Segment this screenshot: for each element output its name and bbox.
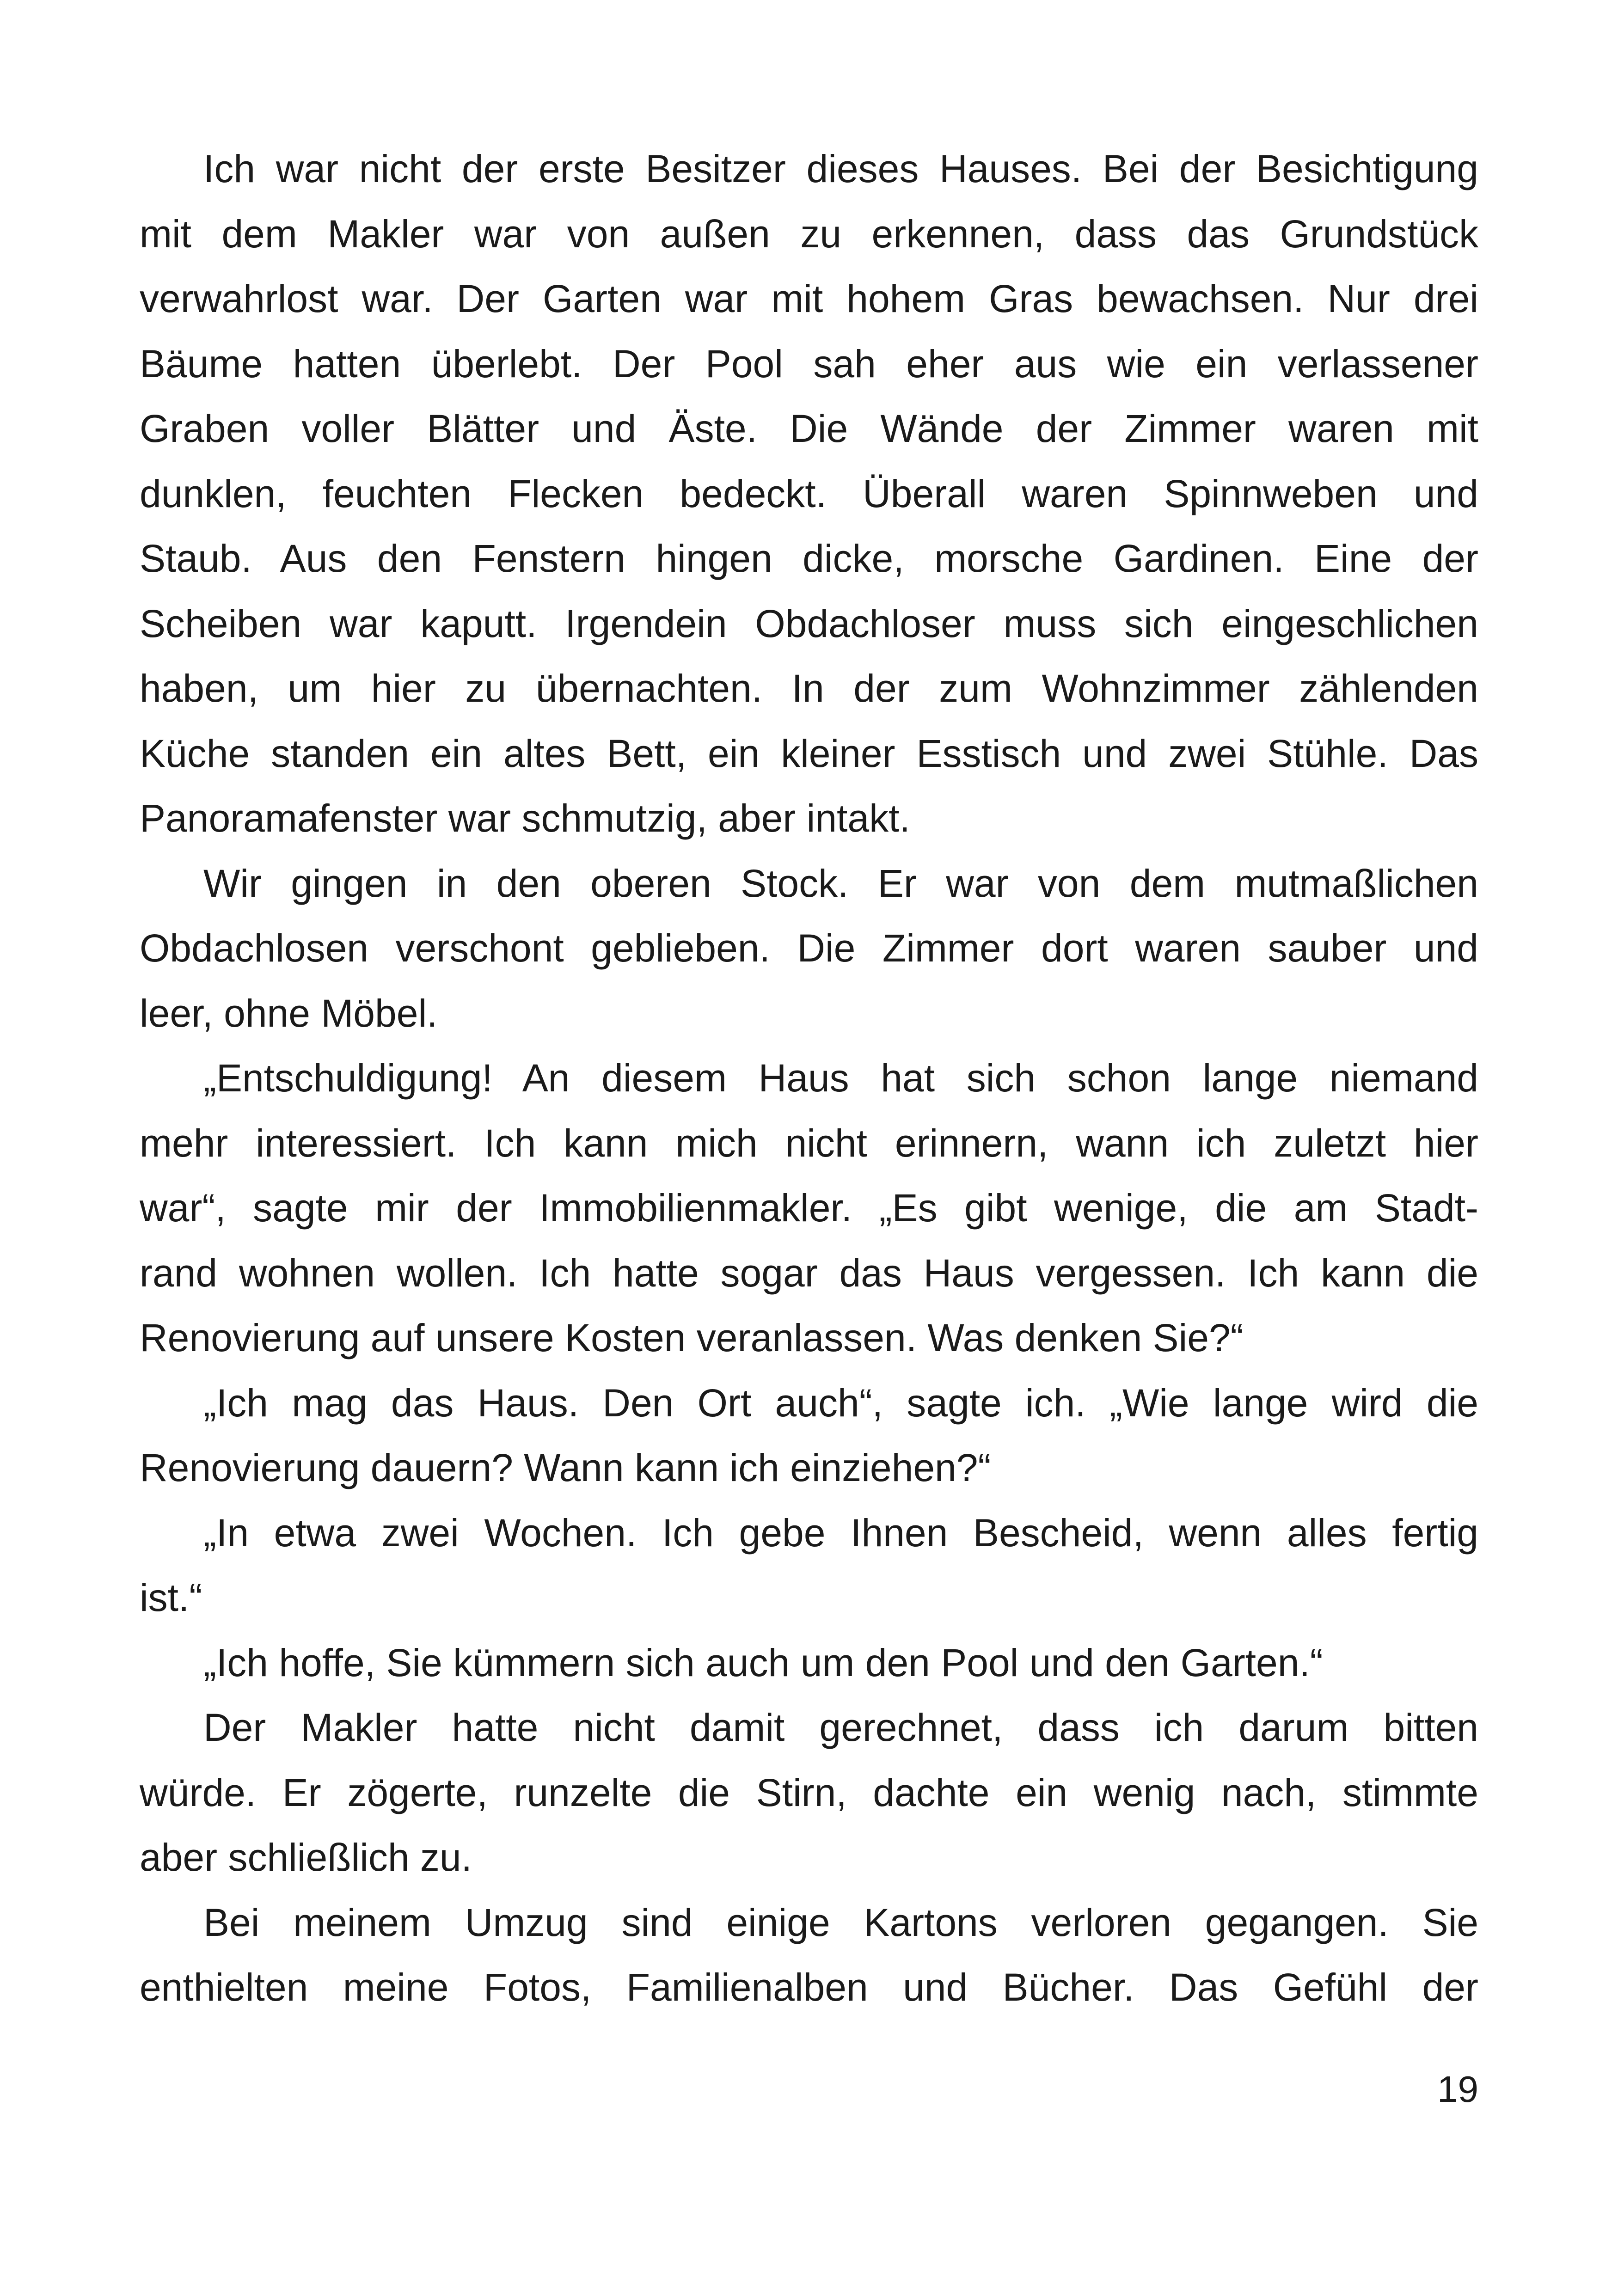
- body-text: [140, 136, 1478, 2020]
- paragraph-line: Renovierung auf unsere Kosten veranlassen. Was denken Sie?“: [140, 1316, 1244, 1359]
- paragraph-line: „Ich mag das Haus. Den Ort auch“, sagte ich. „Wie lange wird die: [203, 1381, 1478, 1425]
- paragraph-line: verwahrlost war. Der Garten war mit hohem Gras bewachsen. Nur drei: [140, 277, 1478, 320]
- paragraph-line: leer, ohne Möbel.: [140, 991, 438, 1035]
- paragraph-line: aber schließlich zu.: [140, 1836, 472, 1879]
- paragraph-line: Küche standen ein altes Bett, ein kleiner Esstisch und zwei Stühle. Das: [140, 731, 1478, 775]
- page-number: 19: [1437, 2069, 1478, 2110]
- paragraph-line: würde. Er zögerte, runzelte die Stirn, dachte ein wenig nach, stimmte: [140, 1770, 1478, 1814]
- paragraph-line: Graben voller Blätter und Äste. Die Wände der Zimmer waren mit: [140, 407, 1478, 450]
- paragraph-line: Obdachlosen verschont geblieben. Die Zimmer dort waren sauber und: [140, 926, 1478, 970]
- paragraph-line: rand wohnen wollen. Ich hatte sogar das Haus vergessen. Ich kann die: [140, 1251, 1478, 1295]
- paragraph-line: Staub. Aus den Fenstern hingen dicke, morsche Gardinen. Eine der: [140, 537, 1478, 580]
- paragraph-line: ist.“: [140, 1576, 202, 1619]
- paragraph-line: Der Makler hatte nicht damit gerechnet, dass ich darum bitten: [203, 1706, 1478, 1749]
- paragraph-line: Bäume hatten überlebt. Der Pool sah eher aus wie ein verlassener: [140, 342, 1478, 386]
- paragraph-line: Renovierung dauern? Wann kann ich einziehen?“: [140, 1446, 991, 1489]
- paragraph-line: dunklen, feuchten Flecken bedeckt. Überall waren Spinnweben und: [140, 471, 1478, 515]
- paragraph-line: enthielten meine Fotos, Familienalben und Bücher. Das Gefühl der: [140, 1965, 1478, 2009]
- paragraph-line: war“, sagte mir der Immobilienmakler. „Es gibt wenige, die am Stadt-: [140, 1186, 1478, 1230]
- paragraph-line: Wir gingen in den oberen Stock. Er war von dem mutmaßlichen: [203, 861, 1478, 905]
- paragraph-line: Scheiben war kaputt. Irgendein Obdachloser muss sich eingeschlichen: [140, 601, 1478, 645]
- paragraph-line: Ich war nicht der erste Besitzer dieses Hauses. Bei der Besichtigung: [203, 147, 1478, 190]
- paragraph-line: „Ich hoffe, Sie kümmern sich auch um den Pool und den Garten.“: [203, 1641, 1323, 1684]
- paragraph-line: mit dem Makler war von außen zu erkennen, dass das Grundstück: [140, 212, 1478, 256]
- paragraph-line: Bei meinem Umzug sind einige Kartons verloren gegangen. Sie: [203, 1900, 1478, 1944]
- paragraph-line: Panoramafenster war schmutzig, aber intakt.: [140, 796, 910, 840]
- paragraph-line: „In etwa zwei Wochen. Ich gebe Ihnen Bescheid, wenn alles fertig: [203, 1511, 1478, 1555]
- paragraph-line: haben, um hier zu übernachten. In der zum Wohnzimmer zählenden: [140, 667, 1478, 710]
- paragraph-line: mehr interessiert. Ich kann mich nicht erinnern, wann ich zuletzt hier: [140, 1121, 1478, 1165]
- paragraph-line: „Entschuldigung! An diesem Haus hat sich schon lange niemand: [203, 1056, 1478, 1100]
